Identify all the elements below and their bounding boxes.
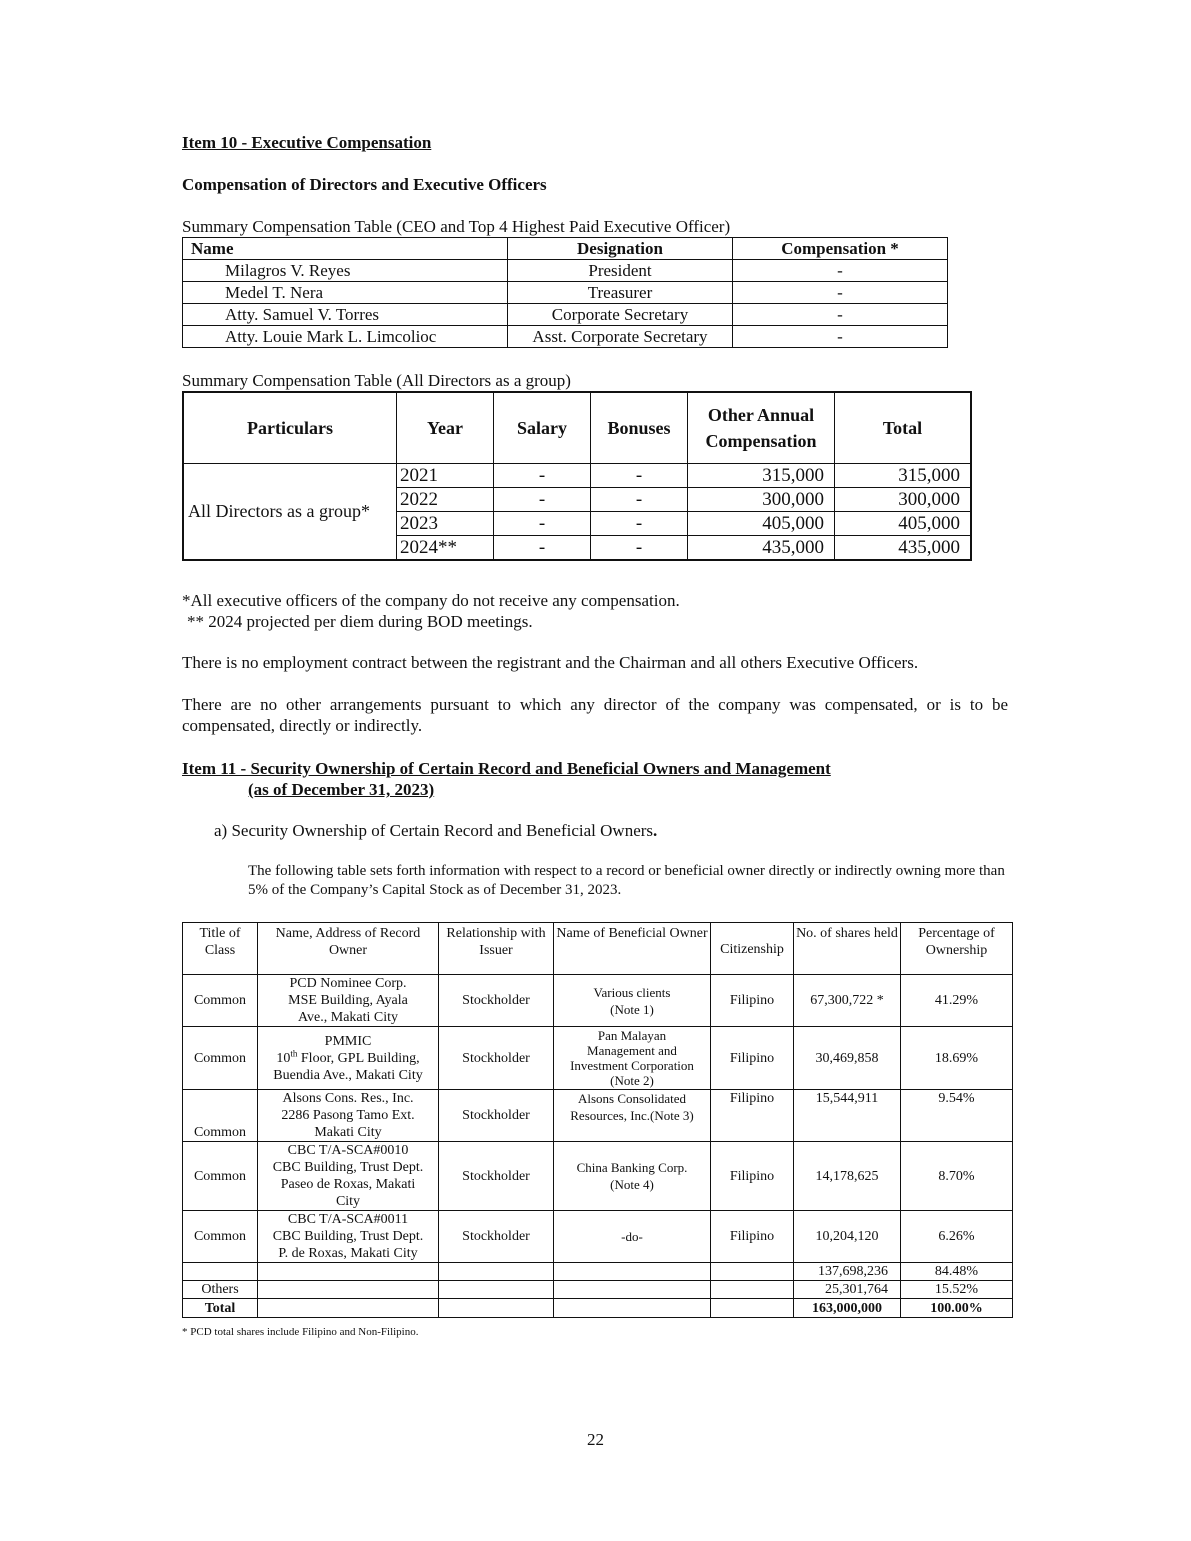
record-owner-cell: CBC T/A-SCA#0010 CBC Building, Trust Dept. Paseo de Roxas, Makati City bbox=[258, 1142, 439, 1211]
item11-subsection-a bbox=[214, 821, 657, 841]
table-row bbox=[183, 1027, 1013, 1090]
beneficial-owner-cell: China Banking Corp. (Note 4) bbox=[554, 1142, 711, 1211]
empty-cell bbox=[258, 1299, 439, 1318]
total-cell: 315,000 bbox=[835, 464, 972, 488]
empty-cell bbox=[711, 1263, 794, 1281]
subsection-a-period: . bbox=[653, 821, 658, 840]
total-cell: 300,000 bbox=[835, 488, 972, 512]
class-cell: Common bbox=[183, 1027, 258, 1090]
paragraph-other-arrangements: There are no other arrangements pursuant to which any director of the company was compensated, or is to be compensated, directly or indirectly. bbox=[182, 695, 1008, 735]
relationship-cell: Stockholder bbox=[439, 1142, 554, 1211]
bonuses-cell: - bbox=[591, 512, 688, 536]
officer-name: Medel T. Nera bbox=[183, 282, 508, 304]
officer-compensation: - bbox=[733, 260, 948, 282]
other-comp-cell: 315,000 bbox=[688, 464, 835, 488]
header-compensation: Compensation * bbox=[733, 238, 948, 260]
owner-address-line bbox=[258, 1047, 438, 1067]
header-year: Year bbox=[397, 392, 494, 464]
security-ownership-table bbox=[182, 922, 1013, 1318]
item10-heading: Item 10 - Executive Compensation bbox=[182, 133, 432, 152]
class-cell: Common bbox=[183, 1142, 258, 1211]
header-title-of-class: Title of Class bbox=[183, 923, 258, 975]
beneficial-owner-cell: Various clients (Note 1) bbox=[554, 975, 711, 1027]
page-number: 22 bbox=[587, 1430, 604, 1449]
subtotal-percent: 84.48% bbox=[901, 1263, 1013, 1281]
salary-cell: - bbox=[494, 512, 591, 536]
header-percentage: Percentage of Ownership bbox=[901, 923, 1013, 975]
shares-cell: 14,178,625 bbox=[794, 1142, 901, 1211]
total-row bbox=[183, 1299, 1013, 1318]
table-footnote: * PCD total shares include Filipino and Non-Filipino. bbox=[182, 1326, 419, 1338]
class-cell: Common bbox=[183, 1211, 258, 1263]
directors-compensation-table bbox=[182, 391, 972, 561]
item11-heading: Item 11 - Security Ownership of Certain Record and Beneficial Owners and Management bbox=[182, 759, 831, 778]
total-label: Total bbox=[183, 1299, 258, 1318]
salary-cell: - bbox=[494, 464, 591, 488]
percent-cell: 41.29% bbox=[901, 975, 1013, 1027]
empty-cell bbox=[554, 1281, 711, 1299]
floor-ordinal: th bbox=[290, 1047, 298, 1058]
table-row bbox=[183, 1142, 1013, 1211]
subtotal-row bbox=[183, 1263, 1013, 1281]
empty-cell bbox=[554, 1263, 711, 1281]
empty-cell bbox=[258, 1263, 439, 1281]
header-relationship: Relationship with Issuer bbox=[439, 923, 554, 975]
salary-cell: - bbox=[494, 536, 591, 561]
percent-cell: 9.54% bbox=[901, 1090, 1013, 1142]
bonuses-cell: - bbox=[591, 536, 688, 561]
bonuses-cell: - bbox=[591, 488, 688, 512]
table-row bbox=[183, 304, 948, 326]
floor-address: Floor, GPL Building, bbox=[297, 1050, 420, 1066]
table-row bbox=[183, 260, 948, 282]
officer-name: Atty. Samuel V. Torres bbox=[183, 304, 508, 326]
record-owner-cell: PCD Nominee Corp. MSE Building, Ayala Ave., Makati City bbox=[258, 975, 439, 1027]
percent-cell: 8.70% bbox=[901, 1142, 1013, 1211]
officer-name: Atty. Louie Mark L. Limcolioc bbox=[183, 326, 508, 348]
citizenship-cell: Filipino bbox=[711, 1211, 794, 1263]
header-name: Name bbox=[183, 238, 508, 260]
table-row bbox=[183, 1090, 1013, 1142]
table-row bbox=[183, 282, 948, 304]
empty-cell bbox=[554, 1299, 711, 1318]
empty-cell bbox=[711, 1281, 794, 1299]
other-comp-cell: 300,000 bbox=[688, 488, 835, 512]
table-row bbox=[183, 1211, 1013, 1263]
year-cell: 2021 bbox=[397, 464, 494, 488]
beneficial-owner-cell: -do- bbox=[554, 1211, 711, 1263]
item11-intro: The following table sets forth information with respect to a record or beneficial owner directly or indirectly owning more than 5% of the Company’s Capital Stock as of December 31, 2023. bbox=[248, 863, 1005, 898]
percent-cell: 6.26% bbox=[901, 1211, 1013, 1263]
owner-city-line: Buendia Ave., Makati City bbox=[273, 1067, 423, 1083]
table1-caption: Summary Compensation Table (CEO and Top 4 Highest Paid Executive Officer) bbox=[182, 217, 731, 236]
group-label: All Directors as a group* bbox=[183, 464, 397, 561]
citizenship-cell: Filipino bbox=[711, 1090, 794, 1142]
header-citizenship: Citizenship bbox=[711, 923, 794, 975]
relationship-cell: Stockholder bbox=[439, 975, 554, 1027]
table-row bbox=[183, 326, 948, 348]
empty-cell bbox=[711, 1299, 794, 1318]
shares-cell: 67,300,722 * bbox=[794, 975, 901, 1027]
citizenship-cell: Filipino bbox=[711, 1142, 794, 1211]
other-comp-cell: 435,000 bbox=[688, 536, 835, 561]
total-cell: 405,000 bbox=[835, 512, 972, 536]
officer-compensation: - bbox=[733, 326, 948, 348]
salary-cell: - bbox=[494, 488, 591, 512]
subtotal-shares: 137,698,236 bbox=[794, 1263, 901, 1281]
item10-subheading: Compensation of Directors and Executive Officers bbox=[182, 175, 547, 194]
percent-cell: 18.69% bbox=[901, 1027, 1013, 1090]
others-row bbox=[183, 1281, 1013, 1299]
paragraph-employment-contract: There is no employment contract between the registrant and the Chairman and all others Executive Officers. bbox=[182, 653, 919, 672]
class-cell: Common bbox=[183, 975, 258, 1027]
header-record-owner: Name, Address of Record Owner bbox=[258, 923, 439, 975]
header-designation: Designation bbox=[508, 238, 733, 260]
header-particulars: Particulars bbox=[183, 392, 397, 464]
total-percent: 100.00% bbox=[901, 1299, 1013, 1318]
empty-cell bbox=[258, 1281, 439, 1299]
relationship-cell: Stockholder bbox=[439, 1027, 554, 1090]
year-cell: 2023 bbox=[397, 512, 494, 536]
empty-cell bbox=[439, 1299, 554, 1318]
note-projected-per-diem: ** 2024 projected per diem during BOD meetings. bbox=[187, 612, 533, 631]
class-cell: Common bbox=[183, 1090, 258, 1142]
record-owner-cell bbox=[258, 1027, 439, 1090]
empty-cell bbox=[183, 1263, 258, 1281]
record-owner-cell: CBC T/A-SCA#0011 CBC Building, Trust Dept. P. de Roxas, Makati City bbox=[258, 1211, 439, 1263]
citizenship-cell: Filipino bbox=[711, 1027, 794, 1090]
officer-compensation: - bbox=[733, 304, 948, 326]
floor-number: 10 bbox=[276, 1050, 291, 1066]
header-shares-held: No. of shares held bbox=[794, 923, 901, 975]
officer-compensation: - bbox=[733, 282, 948, 304]
table-header-row bbox=[183, 238, 948, 260]
officer-designation: Corporate Secretary bbox=[508, 304, 733, 326]
header-beneficial-owner: Name of Beneficial Owner bbox=[554, 923, 711, 975]
year-cell: 2022 bbox=[397, 488, 494, 512]
record-owner-cell: Alsons Cons. Res., Inc. 2286 Pasong Tamo Ext. Makati City bbox=[258, 1090, 439, 1142]
note-no-compensation: *All executive officers of the company do not receive any compensation. bbox=[182, 591, 680, 610]
subsection-a-text: a) Security Ownership of Certain Record and Beneficial Owners bbox=[214, 821, 654, 840]
header-bonuses: Bonuses bbox=[591, 392, 688, 464]
empty-cell bbox=[439, 1281, 554, 1299]
total-shares: 163,000,000 bbox=[794, 1299, 901, 1318]
beneficial-owner-cell: Pan Malayan Management and Investment Corporation (Note 2) bbox=[554, 1027, 711, 1090]
officer-designation: President bbox=[508, 260, 733, 282]
bonuses-cell: - bbox=[591, 464, 688, 488]
others-label: Others bbox=[183, 1281, 258, 1299]
table-header-row bbox=[183, 923, 1013, 975]
header-other-annual-compensation: Other Annual Compensation bbox=[688, 392, 835, 464]
executive-compensation-table bbox=[182, 237, 948, 348]
total-cell: 435,000 bbox=[835, 536, 972, 561]
shares-cell: 10,204,120 bbox=[794, 1211, 901, 1263]
table-row bbox=[183, 464, 971, 488]
officer-designation: Asst. Corporate Secretary bbox=[508, 326, 733, 348]
relationship-cell: Stockholder bbox=[439, 1090, 554, 1142]
table-row bbox=[183, 975, 1013, 1027]
year-cell: 2024** bbox=[397, 536, 494, 561]
empty-cell bbox=[439, 1263, 554, 1281]
item11-heading-date: (as of December 31, 2023) bbox=[248, 780, 435, 799]
header-salary: Salary bbox=[494, 392, 591, 464]
other-comp-cell: 405,000 bbox=[688, 512, 835, 536]
others-shares: 25,301,764 bbox=[794, 1281, 901, 1299]
relationship-cell: Stockholder bbox=[439, 1211, 554, 1263]
owner-name-line: PMMIC bbox=[324, 1033, 372, 1049]
beneficial-owner-cell: Alsons Consolidated Resources, Inc.(Note 3) bbox=[554, 1090, 711, 1142]
others-percent: 15.52% bbox=[901, 1281, 1013, 1299]
table2-caption: Summary Compensation Table (All Directors as a group) bbox=[182, 371, 571, 390]
officer-name: Milagros V. Reyes bbox=[183, 260, 508, 282]
shares-cell: 30,469,858 bbox=[794, 1027, 901, 1090]
officer-designation: Treasurer bbox=[508, 282, 733, 304]
citizenship-cell: Filipino bbox=[711, 975, 794, 1027]
table-header-row bbox=[183, 392, 971, 464]
shares-cell: 15,544,911 bbox=[794, 1090, 901, 1142]
header-total: Total bbox=[835, 392, 972, 464]
